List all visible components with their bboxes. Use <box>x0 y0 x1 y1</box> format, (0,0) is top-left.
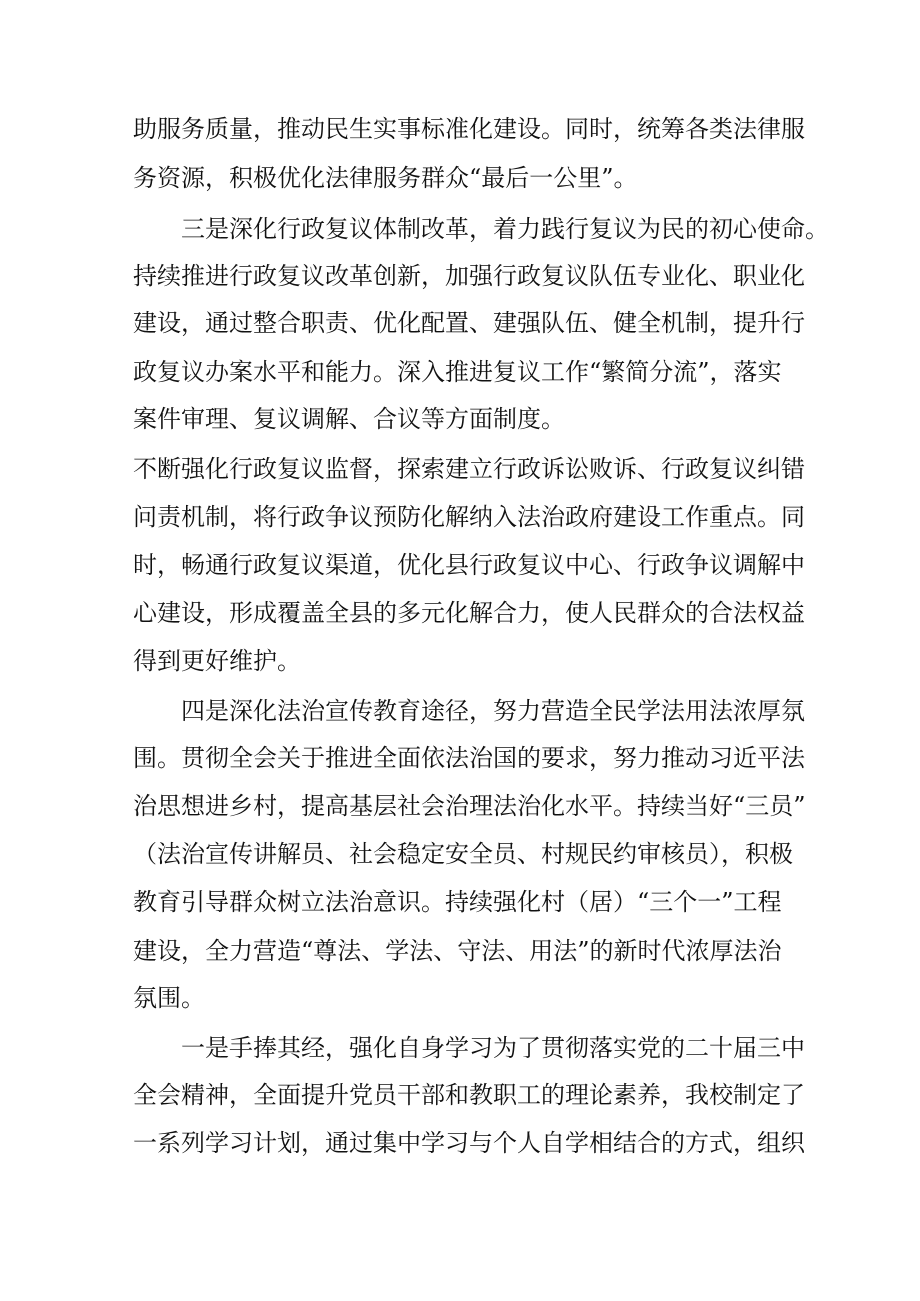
text-line: 治思想进乡村，提高基层社会治理法治化水平。持续当好“三员” <box>133 792 806 820</box>
text-line: 一系列学习计划，通过集中学习与个人自学相结合的方式，组织 <box>133 1129 805 1157</box>
text-line: 时，畅通行政复议渠道，优化县行政复议中心、行政争议调解中 <box>133 551 805 579</box>
text-line: 持续推进行政复议改革创新，加强行政复议队伍专业化、职业化 <box>133 262 805 290</box>
text-line: 心建设，形成覆盖全县的多元化解合力，使人民群众的合法权益 <box>133 599 805 627</box>
text-line: 建设，全力营造“尊法、学法、守法、用法”的新时代浓厚法治 <box>133 937 782 965</box>
text-line: 问责机制，将行政争议预防化解纳入法治政府建设工作重点。同 <box>133 503 805 531</box>
text-line: 围。贯彻全会关于推进全面依法治国的要求，努力推动习近平法 <box>133 744 805 772</box>
text-line: 教育引导群众树立法治意识。持续强化村（居）“三个一”工程 <box>133 888 782 916</box>
text-line: （法治宣传讲解员、社会稳定安全员、村规民约审核员），积极 <box>133 840 793 868</box>
text-line: 四是深化法治宣传教育途径，努力营造全民学法用法浓厚氛 <box>181 697 805 725</box>
text-line: 不断强化行政复议监督，探索建立行政诉讼败诉、行政复议纠错 <box>133 455 805 483</box>
text-line: 三是深化行政复议体制改革，着力践行复议为民的初心使命。 <box>181 215 829 243</box>
text-line: 建设，通过整合职责、优化配置、建强队伍、健全机制，提升行 <box>133 309 805 337</box>
text-line: 得到更好维护。 <box>133 647 301 675</box>
text-line: 案件审理、复议调解、合议等方面制度。 <box>133 405 565 433</box>
text-line: 一是手捧其经，强化自身学习为了贯彻落实党的二十届三中 <box>181 1034 805 1062</box>
text-line: 助服务质量，推动民生实事标准化建设。同时，统筹各类法律服 <box>133 115 805 143</box>
text-line: 氛围。 <box>133 984 205 1012</box>
text-line: 全会精神，全面提升党员干部和教职工的理论素养，我校制定了 <box>133 1081 805 1109</box>
text-line: 务资源，积极优化法律服务群众“最后一公里”。 <box>133 164 638 192</box>
text-line: 政复议办案水平和能力。深入推进复议工作“繁简分流”，落实 <box>133 358 782 386</box>
